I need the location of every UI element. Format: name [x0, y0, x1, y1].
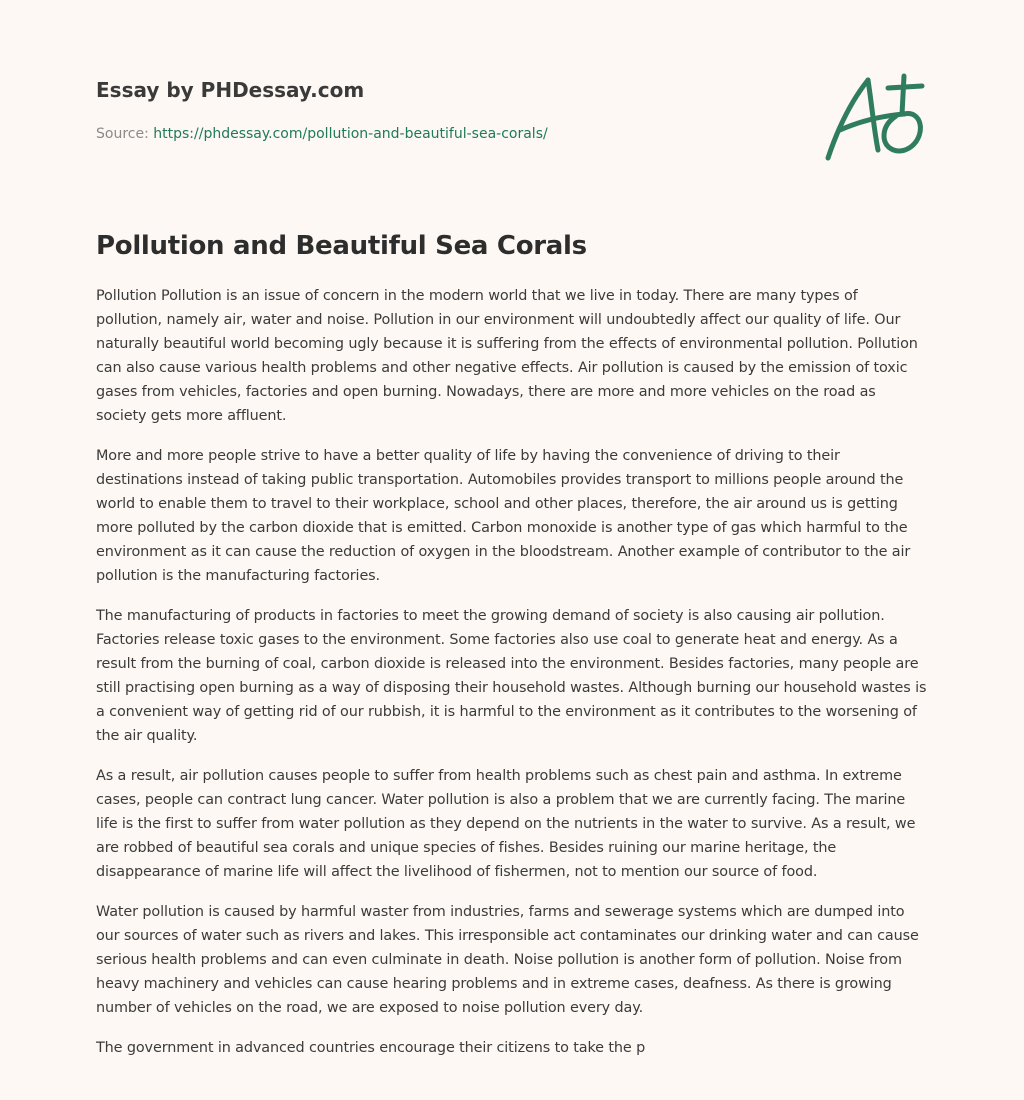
page-title: Pollution and Beautiful Sea Corals: [96, 231, 587, 261]
source-label: Source:: [96, 126, 154, 142]
paragraph: As a result, air pollution causes people to suffer from health problems such as chest pain and asthma. In extreme cases, people can contract lung cancer. Water pollution is also a problem that we are currently facing. The marine life is the first to suffer from water pollution as they depend on the nutrients in the water to survive. As a result, we are robbed of beautiful sea corals and unique species of fishes. Besides ruining our marine heritage, the disappearance of marine life will affect the livelihood of fishermen, not to mention our source of food.: [96, 768, 916, 880]
brand-title: Essay by PHDessay.com: [96, 78, 365, 102]
paragraph: The government in advanced countries encourage their citizens to take the p: [96, 1040, 646, 1056]
page-header: [96, 76, 796, 144]
source-line: [96, 124, 796, 144]
a-plus-grade-icon: [818, 66, 930, 166]
article-body: [96, 284, 928, 1076]
paragraph: Water pollution is caused by harmful waster from industries, farms and sewerage systems which are dumped into our sources of water such as rivers and lakes. This irresponsible act contaminates our drinking water and can cause serious health problems and can even culminate in death. Noise pollution is another form of pollution. Noise from heavy machinery and vehicles can cause hearing problems and in extreme cases, deafness. As there is growing number of vehicles on the road, we are exposed to noise pollution every day.: [96, 904, 919, 1016]
paragraph: The manufacturing of products in factories to meet the growing demand of society is also causing air pollution. Factories release toxic gases to the environment. Some factories also use coal to generate heat and energy. As a result from the burning of coal, carbon dioxide is released into the environment. Besides factories, many people are still practising open burning as a way of disposing their household wastes. Although burning our household wastes is a convenient way of getting rid of our rubbish, it is harmful to the environment as it contributes to the worsening of the air quality.: [96, 608, 927, 744]
paragraph: More and more people strive to have a better quality of life by having the convenience of driving to their destinations instead of taking public transportation. Automobiles provides transport to millions people around the world to enable them to travel to their workplace, school and other places, therefore, the air around us is getting more polluted by the carbon dioxide that is emitted. Carbon monoxide is another type of gas which harmful to the environment as it can cause the reduction of oxygen in the bloodstream. Another example of contributor to the air pollution is the manufacturing factories.: [96, 448, 911, 584]
paragraph: Pollution Pollution is an issue of concern in the modern world that we live in today. There are many types of pollution, namely air, water and noise. Pollution in our environment will undoubtedly affect our quality of life. Our naturally beautiful world becoming ugly because it is suffering from the effects of environmental pollution. Pollution can also cause various health problems and other negative effects. Air pollution is caused by the emission of toxic gases from vehicles, factories and open burning. Nowadays, there are more and more vehicles on the road as society gets more affluent.: [96, 288, 918, 424]
source-link[interactable]: https://phdessay.com/pollution-and-beautiful-sea-corals/: [153, 126, 548, 142]
